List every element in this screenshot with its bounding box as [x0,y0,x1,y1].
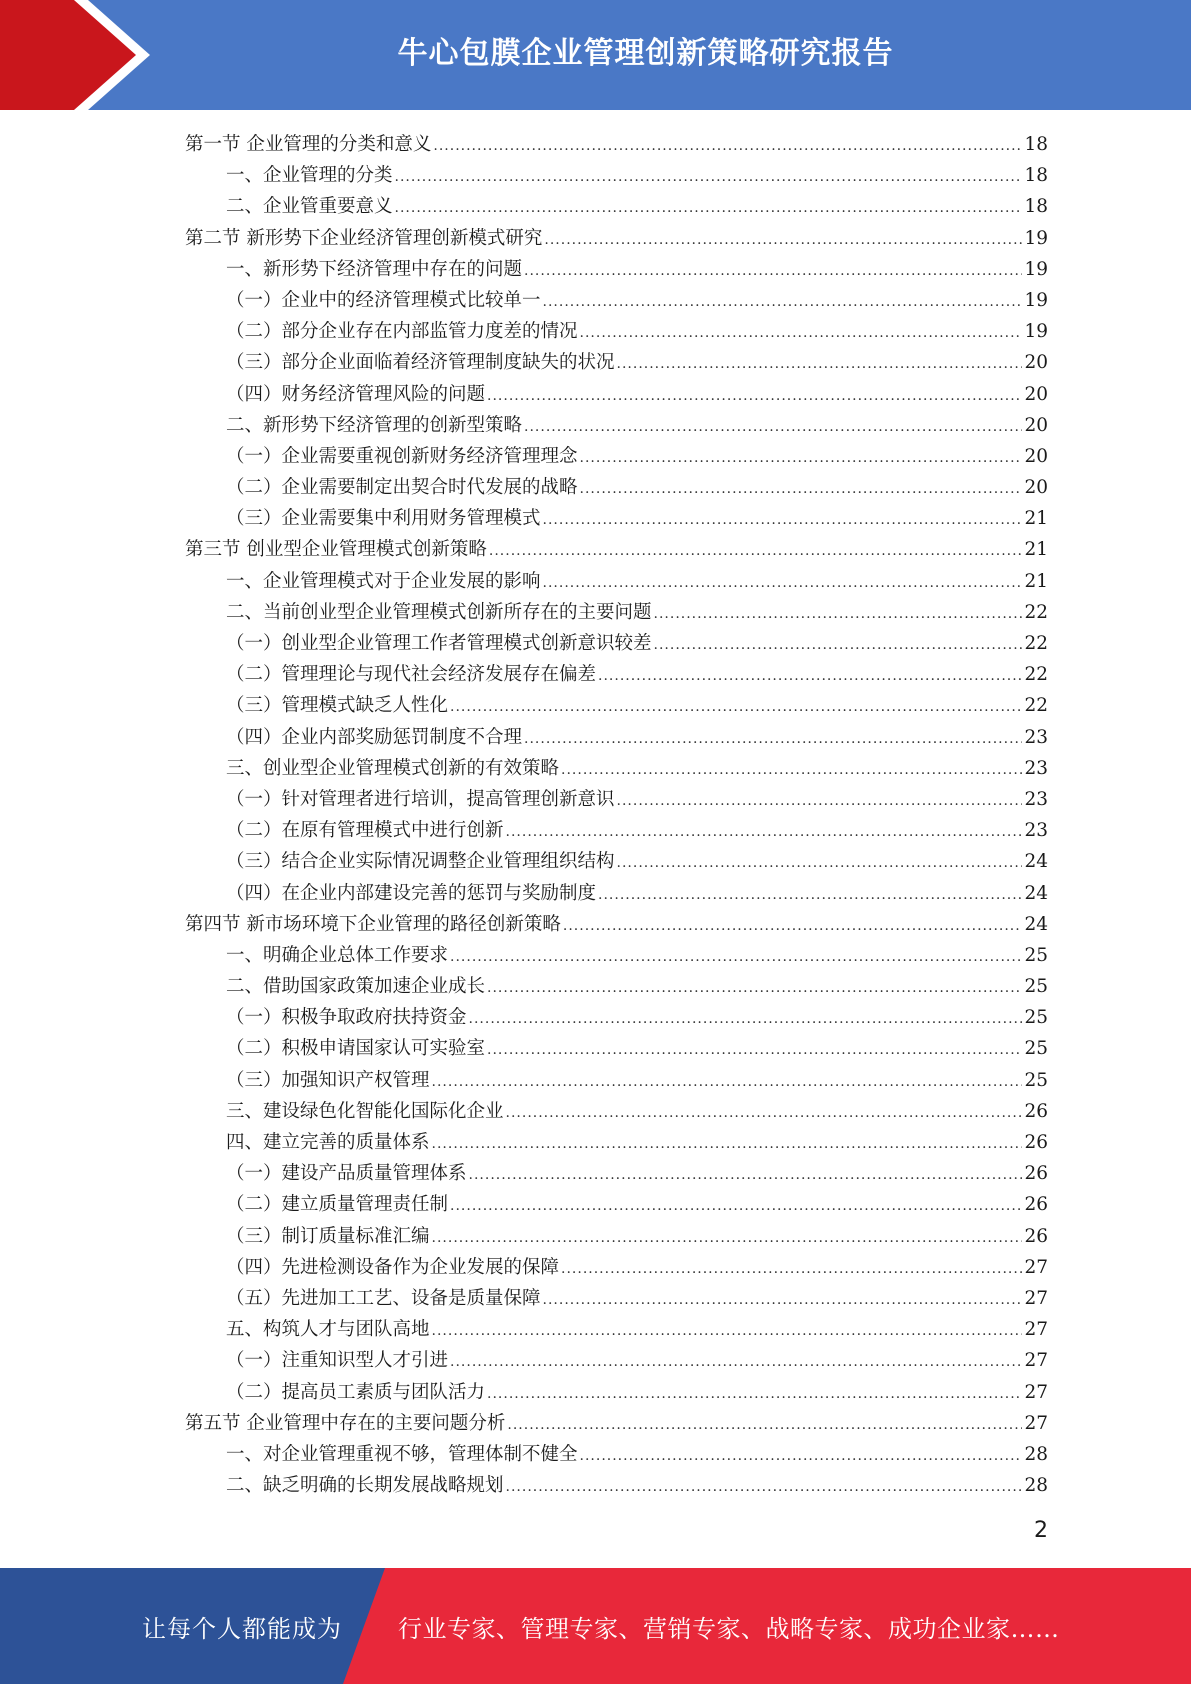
toc-leader-dots [433,131,1022,162]
toc-entry-page: 26 [1024,1132,1048,1153]
toc-leader-dots [654,599,1023,630]
toc-entry-title: （三）管理模式缺乏人性化 [226,695,449,717]
toc-entry-page: 22 [1024,695,1048,717]
toc-entry-page: 18 [1024,165,1048,187]
toc-entry-page: 23 [1024,820,1048,842]
toc-entry[interactable] [185,254,1048,285]
toc-entry[interactable] [185,1345,1048,1376]
toc-leader-dots [450,1191,1022,1222]
toc-leader-dots [507,1410,1022,1441]
toc-entry[interactable] [185,1221,1048,1252]
toc-entry[interactable] [185,347,1048,378]
toc-entry-page: 27 [1024,1287,1048,1309]
toc-entry[interactable] [185,690,1048,721]
toc-entry-page: 27 [1024,1412,1048,1434]
toc-entry-title: （一）针对管理者进行培训，提高管理创新意识 [226,788,615,810]
toc-leader-dots [487,381,1022,412]
toc-entry[interactable] [185,878,1048,909]
toc-entry[interactable] [185,410,1048,441]
toc-leader-dots [654,630,1023,661]
toc-leader-dots [580,474,1023,505]
toc-leader-dots [543,1285,1023,1316]
toc-entry[interactable] [185,722,1048,753]
toc-entry-page: 22 [1024,664,1048,686]
toc-entry-page: 19 [1024,321,1048,343]
toc-entry[interactable] [185,628,1048,659]
toc-entry[interactable] [185,129,1048,160]
toc-entry-title: （三）结合企业实际情况调整企业管理组织结构 [226,851,615,873]
toc-entry-page: 26 [1024,1100,1048,1122]
toc-leader-dots [450,692,1022,723]
toc-entry-title: （二）建立质量管理责任制 [226,1194,449,1216]
toc-entry-title: 一、明确企业总体工作要求 [226,944,449,966]
toc-leader-dots [469,1160,1023,1191]
toc-entry-page: 26 [1024,1163,1048,1185]
toc-entry[interactable] [185,1408,1048,1439]
toc-leader-dots [432,1129,1023,1160]
toc-leader-dots [598,661,1022,692]
toc-leader-dots [432,1316,1023,1347]
toc-leader-dots [450,1347,1022,1378]
toc-entry-title: （三）制订质量标准汇编 [226,1225,430,1247]
toc-entry-title: 二、借助国家政策加速企业成长 [226,976,486,998]
toc-entry-title: （一）企业需要重视创新财务经济管理理念 [226,445,578,467]
toc-entry-title: （五）先进加工工艺、设备是质量保障 [226,1287,541,1309]
toc-leader-dots [432,1223,1023,1254]
toc-entry[interactable] [185,1189,1048,1220]
toc-entry-page: 21 [1024,570,1048,592]
toc-entry-page: 26 [1024,1225,1048,1247]
toc-entry[interactable] [185,441,1048,472]
toc-entry-page: 18 [1024,196,1048,218]
toc-entry-title: 一、对企业管理重视不够，管理体制不健全 [226,1443,578,1465]
toc-entry[interactable] [185,1439,1048,1470]
toc-entry-page: 24 [1024,913,1048,935]
toc-entry-title: （四）企业内部奖励惩罚制度不合理 [226,726,523,748]
toc-entry-title: 第二节 新形势下企业经济管理创新模式研究 [185,227,543,249]
toc-entry-title: 第一节 企业管理的分类和意义 [185,134,432,155]
toc-entry[interactable] [185,1158,1048,1189]
toc-entry[interactable] [185,846,1048,877]
toc-entry[interactable] [185,659,1048,690]
toc-entry-page: 27 [1024,1350,1048,1372]
toc-leader-dots [598,880,1022,911]
toc-entry-title: 一、企业管理的分类 [226,165,393,187]
toc-entry[interactable] [185,503,1048,534]
toc-entry-title: 二、缺乏明确的长期发展战略规划 [226,1475,504,1497]
toc-entry[interactable] [185,379,1048,410]
toc-leader-dots [395,162,1023,193]
toc-entry-title: 五、构筑人才与团队高地 [226,1319,430,1341]
toc-leader-dots [450,942,1022,973]
toc-leader-dots [506,1472,1023,1503]
toc-entry[interactable] [185,784,1048,815]
toc-entry-page: 21 [1024,508,1048,530]
toc-entry-title: （四）在企业内部建设完善的惩罚与奖励制度 [226,882,597,904]
toc-entry-page: 28 [1024,1475,1048,1497]
toc-entry-page: 18 [1024,134,1048,155]
toc-entry-page: 28 [1024,1443,1048,1465]
toc-entry-title: 二、企业管重要意义 [226,196,393,218]
toc-leader-dots [506,817,1023,848]
toc-entry-page: 23 [1024,726,1048,748]
toc-entry-page: 23 [1024,788,1048,810]
toc-entry-title: （四）财务经济管理风险的问题 [226,383,486,405]
toc-entry-page: 25 [1024,1069,1048,1091]
footer-band [0,1568,1191,1684]
toc-entry-title: 三、建设绿色化智能化国际化企业 [226,1100,504,1122]
toc-entry-page: 25 [1024,944,1048,966]
toc-leader-dots [617,848,1023,879]
toc-entry-page: 24 [1024,882,1048,904]
toc-entry-page: 20 [1024,445,1048,467]
toc-entry[interactable] [185,191,1048,222]
toc-leader-dots [563,911,1023,942]
toc-entry-title: 二、新形势下经济管理的创新型策略 [226,414,523,436]
toc-leader-dots [544,225,1022,256]
toc-entry[interactable] [185,940,1048,971]
toc-entry-title: （一）积极争取政府扶持资金 [226,1007,467,1029]
toc-entry-title: 第五节 企业管理中存在的主要问题分析 [185,1412,506,1434]
header-band [0,0,1191,110]
toc-leader-dots [487,1035,1022,1066]
toc-entry[interactable] [185,1065,1048,1096]
toc-leader-dots [543,287,1023,318]
toc-entry-title: 一、企业管理模式对于企业发展的影响 [226,570,541,592]
toc-entry-title: （二）管理理论与现代社会经济发展存在偏差 [226,664,597,686]
toc-entry-page: 27 [1024,1256,1048,1278]
toc-entry[interactable] [185,597,1048,628]
toc-leader-dots [524,256,1022,287]
toc-entry-page: 19 [1024,227,1048,249]
toc-entry[interactable] [185,160,1048,191]
toc-entry-title: 第三节 创业型企业管理模式创新策略 [185,539,487,561]
toc-entry-title: 三、创业型企业管理模式创新的有效策略 [226,757,560,779]
toc-entry-title: （一）创业型企业管理工作者管理模式创新意识较差 [226,633,652,654]
toc-entry-page: 27 [1024,1381,1048,1403]
toc-entry[interactable] [185,1377,1048,1408]
toc-entry[interactable] [185,566,1048,597]
toc-entry-title: 二、当前创业型企业管理模式创新所存在的主要问题 [226,601,652,623]
page-number: 2 [1034,1518,1048,1543]
toc-leader-dots [524,724,1022,755]
toc-leader-dots [543,568,1023,599]
toc-entry-page: 24 [1024,851,1048,873]
toc-entry-page: 27 [1024,1319,1048,1341]
toc-leader-dots [580,318,1023,349]
toc-leader-dots [487,1379,1022,1410]
toc-entry-title: （四）先进检测设备作为企业发展的保障 [226,1256,560,1278]
toc-entry-title: 四、建立完善的质量体系 [226,1132,430,1153]
toc-entry[interactable] [185,223,1048,254]
footer-slogan-left: 让每个人都能成为 [142,1614,342,1643]
toc-entry[interactable] [185,1033,1048,1064]
toc-entry-page: 23 [1024,757,1048,779]
toc-leader-dots [580,443,1023,474]
toc-leader-dots [543,505,1023,536]
toc-leader-dots [395,193,1023,224]
toc-entry-page: 22 [1024,633,1048,654]
toc-entry-page: 25 [1024,1038,1048,1060]
toc-entry-title: （二）在原有管理模式中进行创新 [226,820,504,842]
toc-entry[interactable] [185,1314,1048,1345]
toc-entry[interactable] [185,909,1048,940]
toc-entry-page: 25 [1024,1007,1048,1029]
toc-leader-dots [561,1254,1022,1285]
toc-entry-title: （一）注重知识型人才引进 [226,1350,449,1372]
toc-entry-title: 一、新形势下经济管理中存在的问题 [226,258,523,280]
toc-leader-dots [617,349,1023,380]
toc-leader-dots [489,536,1023,567]
toc-leader-dots [524,412,1022,443]
toc-entry[interactable] [185,1127,1048,1158]
toc-entry[interactable] [185,534,1048,565]
toc-entry-page: 20 [1024,477,1048,499]
toc-entry-page: 21 [1024,539,1048,561]
toc-entry-page: 19 [1024,289,1048,311]
toc-entry-page: 22 [1024,601,1048,623]
toc-entry-title: （二）提高员工素质与团队活力 [226,1381,486,1403]
toc-entry-title: （二）企业需要制定出契合时代发展的战略 [226,477,578,499]
toc-entry[interactable] [185,316,1048,347]
toc-leader-dots [432,1067,1023,1098]
toc-entry[interactable] [185,285,1048,316]
toc-leader-dots [561,755,1022,786]
toc-entry-page: 25 [1024,976,1048,998]
toc-entry-title: （三）部分企业面临着经济管理制度缺失的状况 [226,352,615,374]
toc-entry-page: 19 [1024,258,1048,280]
toc-leader-dots [469,1004,1023,1035]
toc-entry[interactable] [185,1002,1048,1033]
toc-entry[interactable] [185,1096,1048,1127]
toc-entry-title: （二）部分企业存在内部监管力度差的情况 [226,321,578,343]
toc-entry-title: （二）积极申请国家认可实验室 [226,1038,486,1060]
toc-entry[interactable] [185,472,1048,503]
toc-entry[interactable] [185,1283,1048,1314]
footer-slogan-right: 行业专家、管理专家、营销专家、战略专家、成功企业家…… [398,1614,1060,1643]
toc-leader-dots [580,1441,1023,1472]
toc-entry[interactable] [185,971,1048,1002]
toc-entry-title: （一）建设产品质量管理体系 [226,1163,467,1185]
toc-entry-page: 20 [1024,352,1048,374]
toc-entry-page: 20 [1024,414,1048,436]
toc-entry[interactable] [185,815,1048,846]
toc-entry-title: 第四节 新市场环境下企业管理的路径创新策略 [185,913,561,935]
toc-entry[interactable] [185,753,1048,784]
toc-entry-page: 20 [1024,383,1048,405]
document-title: 牛心包膜企业管理创新策略研究报告 [397,36,894,71]
toc-entry-title: （三）企业需要集中利用财务管理模式 [226,508,541,530]
toc-leader-dots [617,786,1023,817]
toc-entry-page: 26 [1024,1194,1048,1216]
toc-entry-title: （一）企业中的经济管理模式比较单一 [226,289,541,311]
toc-entry[interactable] [185,1470,1048,1501]
toc-entry-title: （三）加强知识产权管理 [226,1069,430,1091]
toc-entry[interactable] [185,1252,1048,1283]
toc-leader-dots [487,973,1022,1004]
toc-leader-dots [506,1098,1023,1129]
table-of-contents [185,129,1048,1501]
